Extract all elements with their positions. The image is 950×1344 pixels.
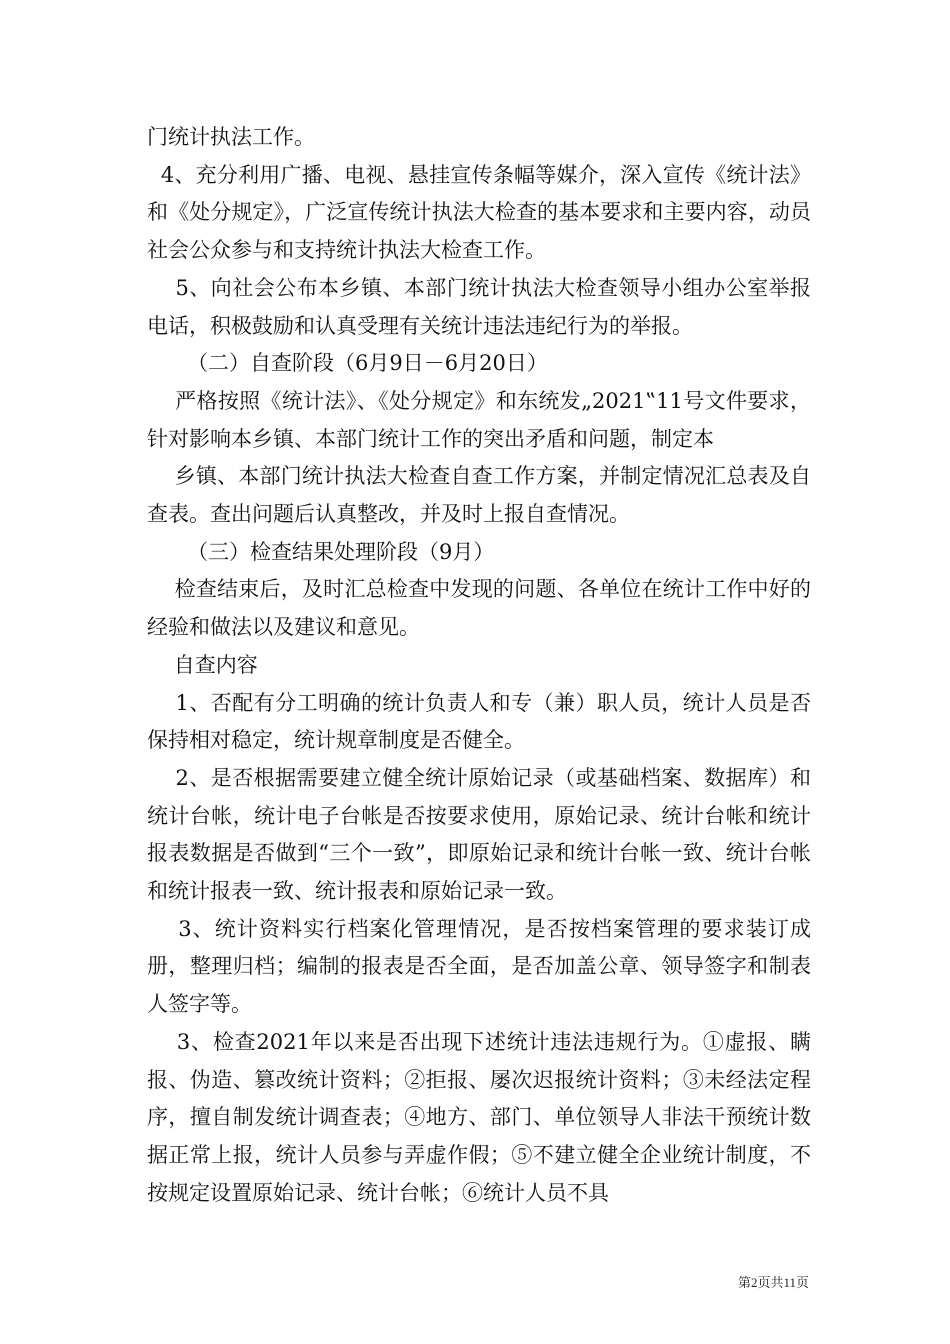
paragraph: 5、向社会公布本乡镇、本部门统计执法大检查领导小组办公室举报电话，积极鼓励和认真受理有关统计违法违纪行为的举报。 [147,275,812,338]
paragraph: 3、统计资料实行档案化管理情况，是否按档案管理的要求装订成册，整理归档；编制的报表是否全面，是否加盖公章、领导签字和制表人签字等。 [147,916,812,1017]
paragraph: 1、否配有分工明确的统计负责人和专（兼）职人员，统计人员是否保持相对稳定，统计规章制度是否健全。 [147,690,812,753]
paragraph: 3、检查2021年以来是否出现下述统计违法违规行为。①虚报、瞒报、伪造、篡改统计资料；②拒报、屡次迟报统计资料；③未经法定程序，擅自制发统计调查表；④地方、部门、单位领导人非法干预统计数据正常上报，统计人员参与弄虚作假；⑤不建立健全企业统计制度，不按规定设置原始记录、统计台帐；⑥统计人员不具 [147,1029,812,1205]
paragraph: 门统计执法工作。 [147,125,315,149]
paragraph: 2、是否根据需要建立健全统计原始记录（或基础档案、数据库）和统计台帐，统计电子台帐是否按要求使用，原始记录、统计台帐和统计报表数据是否做到“三个一致”，即原始记录和统计台帐一致、统计台帐和统计报表一致、统计报表和原始记录一致。 [147,765,812,904]
paragraph: 检查结束后，及时汇总检查中发现的问题、各单位在统计工作中好的经验和做法以及建议和意见。 [147,577,812,640]
section-heading: （二）自查阶段（6月9日－6月20日） [147,351,548,376]
section-heading: 自查内容 [147,652,258,677]
page-number: 第2页共11页 [737,1275,809,1290]
section-heading: （三）检查结果处理阶段（9月） [147,539,495,564]
document-body [147,119,811,1212]
paragraph: 乡镇、本部门统计执法大检查自查工作方案，并制定情况汇总表及自查表。查出问题后认真整改，并及时上报自查情况。 [147,464,812,527]
paragraph: 4、充分利用广播、电视、悬挂宣传条幅等媒介，深入宣传《统计法》和《处分规定》，广泛宣传统计执法大检查的基本要求和主要内容，动员社会公众参与和支持统计执法大检查工作。 [147,162,811,263]
paragraph: 严格按照《统计法》、《处分规定》和东统发„2021‟11号文件要求，针对影响本乡镇、本部门统计工作的突出矛盾和问题，制定本 [147,388,812,451]
